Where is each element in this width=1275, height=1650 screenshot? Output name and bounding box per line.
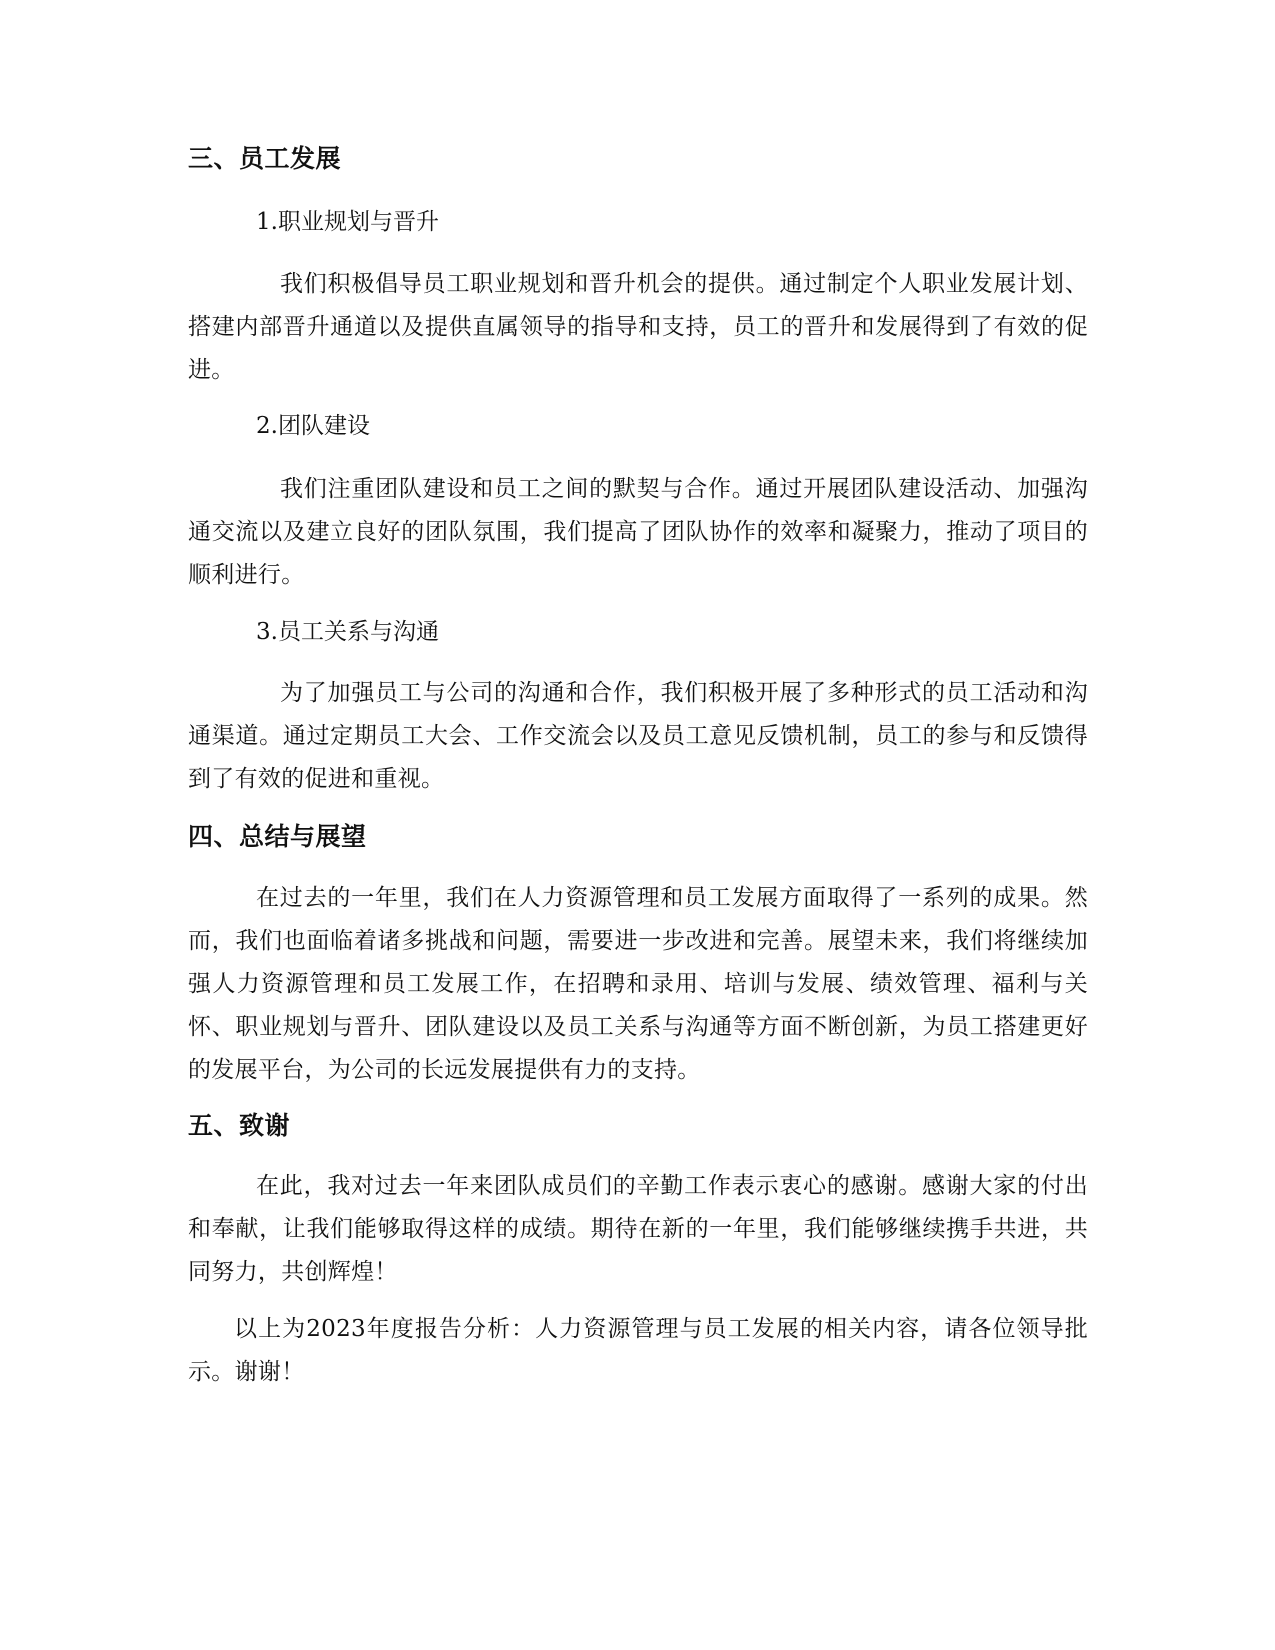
closing-paragraph: 以上为2023年度报告分析：人力资源管理与员工发展的相关内容，请各位领导批示。谢谢！ (188, 1316, 1088, 1385)
subsection-career-title: 1.职业规划与晋升 (256, 209, 439, 235)
subsection-relations-title: 3.员工关系与沟通 (256, 619, 439, 645)
subsection-team-title: 2.团队建设 (256, 413, 370, 439)
subsection-team-body: 我们注重团队建设和员工之间的默契与合作。通过开展团队建设活动、加强沟通交流以及建立良好的团队氛围，我们提高了团队协作的效率和凝聚力，推动了项目的顺利进行。 (188, 476, 1088, 588)
subsection-relations-body: 为了加强员工与公司的沟通和合作，我们积极开展了多种形式的员工活动和沟通渠道。通过定期员工大会、工作交流会以及员工意见反馈机制，员工的参与和反馈得到了有效的促进和重视。 (188, 680, 1088, 792)
section-3-heading: 三、员工发展 (188, 144, 342, 173)
section-4-body: 在过去的一年里，我们在人力资源管理和员工发展方面取得了一系列的成果。然而，我们也面临着诸多挑战和问题，需要进一步改进和完善。展望未来，我们将继续加强人力资源管理和员工发展工作，在招聘和录用、培训与发展、绩效管理、福利与关怀、职业规划与晋升、团队建设以及员工关系与沟通等方面不断创新，为员工搭建更好的发展平台，为公司的长远发展提供有力的支持。 (188, 885, 1088, 1083)
section-5-body: 在此，我对过去一年来团队成员们的辛勤工作表示衷心的感谢。感谢大家的付出和奉献，让我们能够取得这样的成绩。期待在新的一年里，我们能够继续携手共进，共同努力，共创辉煌！ (188, 1173, 1088, 1285)
subsection-career-body: 我们积极倡导员工职业规划和晋升机会的提供。通过制定个人职业发展计划、搭建内部晋升通道以及提供直属领导的指导和支持，员工的晋升和发展得到了有效的促进。 (188, 271, 1088, 383)
section-5-heading: 五、致谢 (188, 1111, 291, 1140)
section-4-heading: 四、总结与展望 (188, 822, 367, 851)
